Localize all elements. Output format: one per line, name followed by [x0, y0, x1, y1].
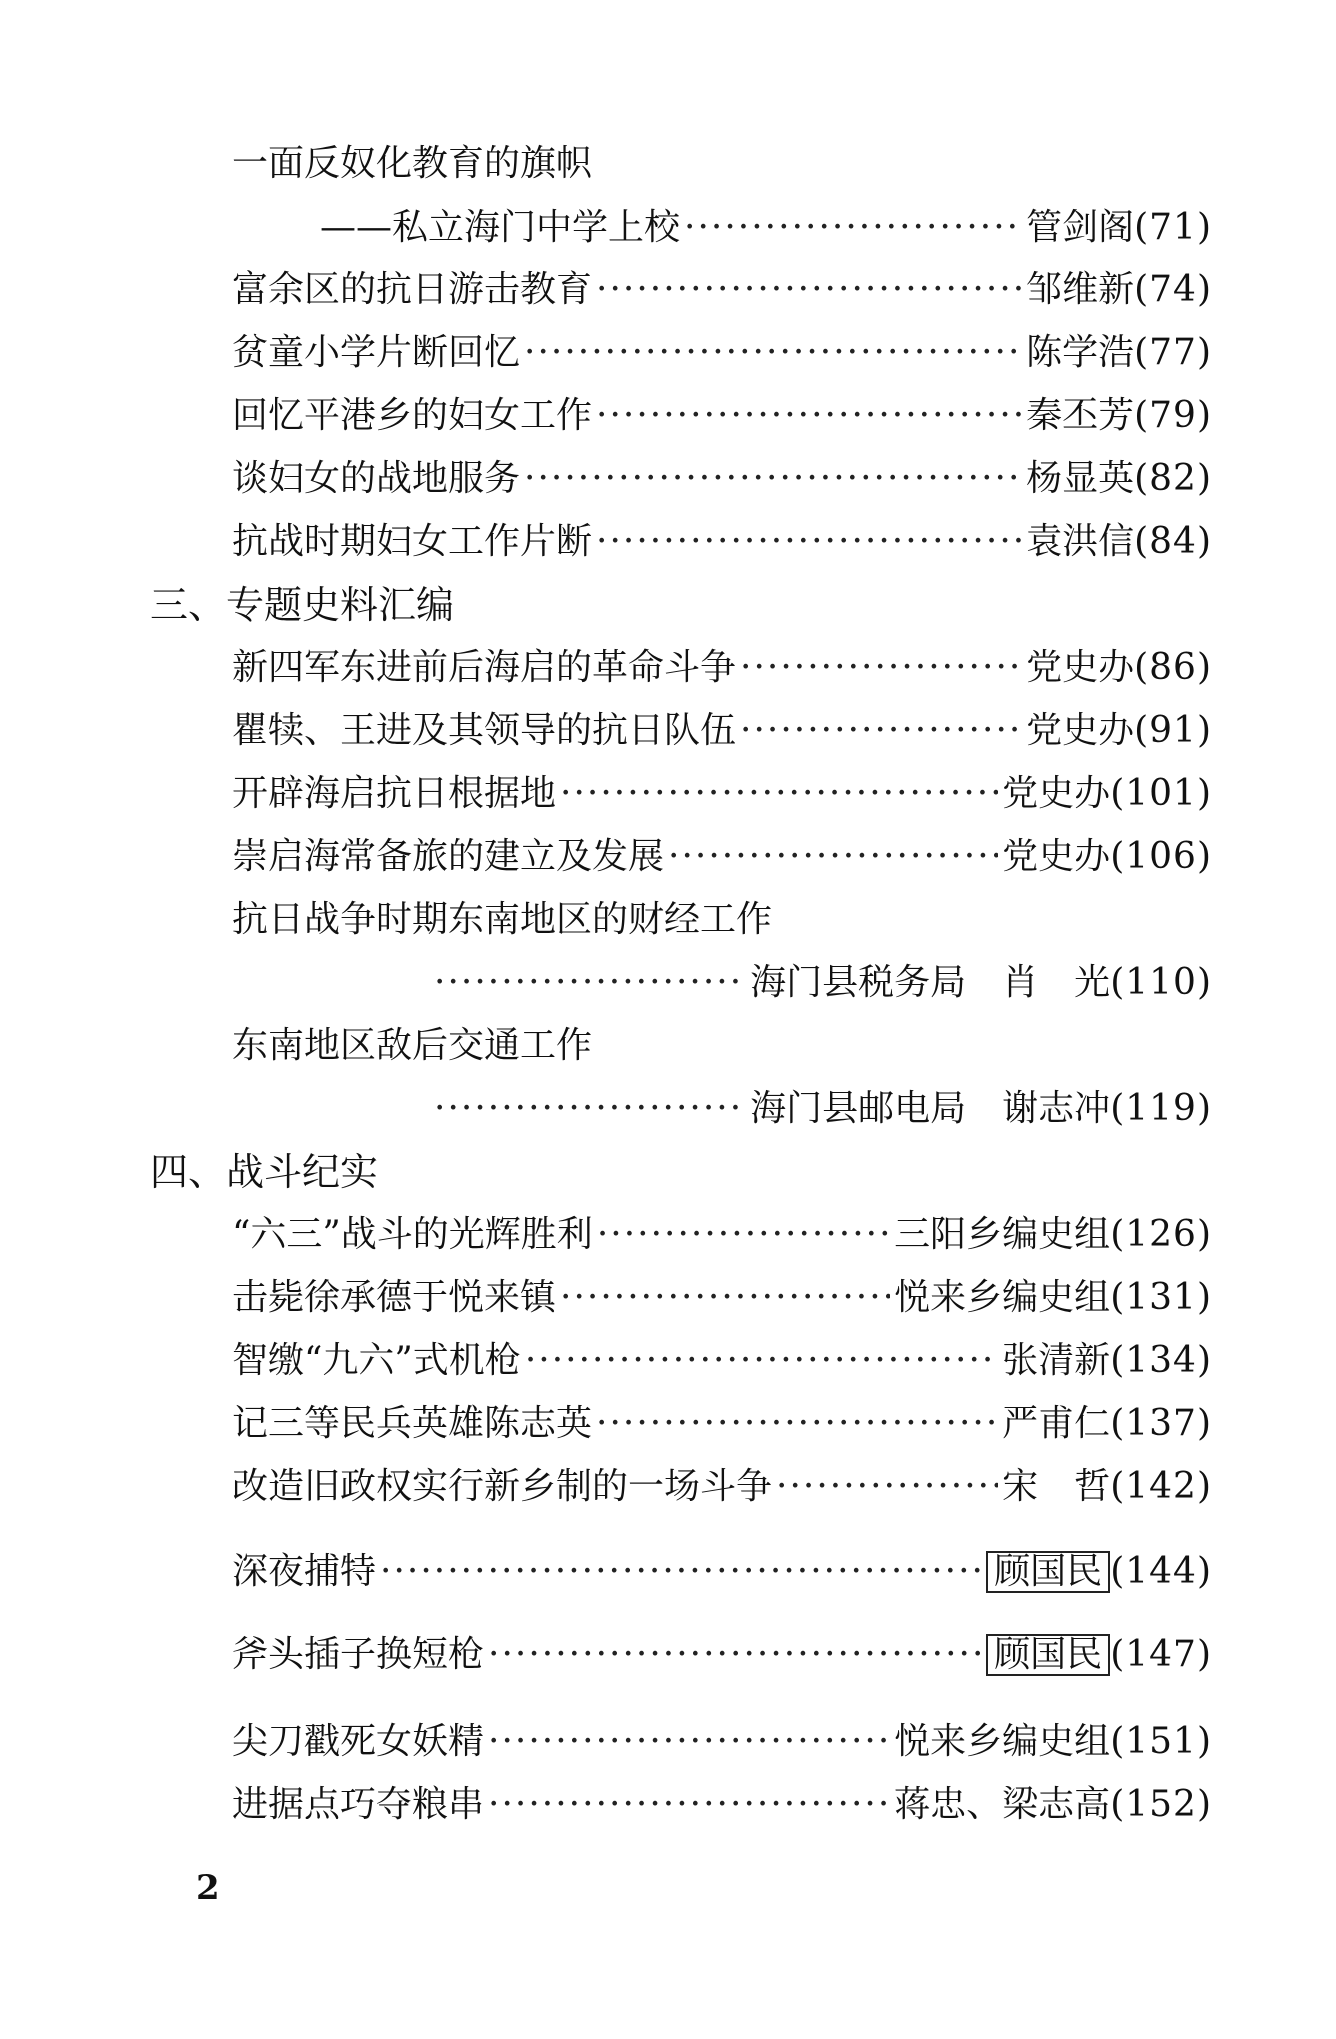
- toc-entry: [232, 331, 1212, 375]
- entry-author: 邹维新: [1026, 269, 1135, 310]
- entry-title: 抗战时期妇女工作片断: [232, 521, 593, 562]
- entry-author: 党史办: [1002, 773, 1111, 814]
- leader-dots: [596, 520, 1022, 564]
- toc-entry: [232, 1550, 1212, 1594]
- leader-dots: [524, 457, 1022, 501]
- entry-author: 党史办: [1026, 647, 1135, 688]
- toc-entry: [232, 1276, 1212, 1320]
- toc-entry: [232, 457, 1212, 501]
- leader-dots: [740, 646, 1022, 690]
- entry-author: 悦来乡编史组: [894, 1721, 1111, 1762]
- leader-dots: [740, 709, 1022, 753]
- section-heading: [150, 583, 454, 627]
- entry-author: 海门县税务局 肖 光: [750, 962, 1111, 1003]
- entry-page: (110): [1110, 962, 1212, 1003]
- leader-dots: [668, 835, 998, 879]
- entry-author: 严甫仁: [1002, 1403, 1111, 1444]
- entry-author: 党史办: [1002, 836, 1111, 877]
- leader-dots: [488, 1633, 982, 1677]
- toc-entry: [232, 709, 1212, 753]
- leader-dots: [488, 1783, 890, 1827]
- toc-entry: [232, 1783, 1212, 1827]
- entry-page: (144): [1110, 1551, 1212, 1592]
- leader-dots: [596, 1402, 998, 1446]
- entry-title: 改造旧政权实行新乡制的一场斗争: [232, 1466, 773, 1507]
- entry-title: 智缴“九六”式机枪: [232, 1340, 521, 1381]
- entry-page: (134): [1110, 1340, 1212, 1381]
- entry-author: 陈学浩: [1026, 332, 1135, 373]
- leader-dots: [434, 1087, 746, 1131]
- entry-author-boxed: 顾国民: [986, 1634, 1110, 1676]
- entry-author-boxed: 顾国民: [986, 1551, 1110, 1593]
- entry-page: (82): [1134, 458, 1212, 499]
- page-number: 2: [196, 1868, 220, 1908]
- toc-entry: [232, 394, 1212, 438]
- leader-dots: [560, 1276, 890, 1320]
- toc-entry: [232, 520, 1212, 564]
- toc-entry: [232, 1339, 1212, 1383]
- leader-dots: [684, 206, 1022, 250]
- entry-title: 瞿犊、王进及其领导的抗日队伍: [232, 710, 737, 751]
- entry-title: 东南地区敌后交通工作: [232, 1025, 593, 1066]
- toc-entry: [232, 1720, 1212, 1764]
- toc-entry: [232, 772, 1212, 816]
- entry-author: 三阳乡编史组: [894, 1214, 1111, 1255]
- entry-author: 袁洪信: [1026, 521, 1135, 562]
- toc-entry: [232, 1633, 1212, 1677]
- entry-title: 一面反奴化教育的旗帜: [232, 143, 593, 184]
- entry-title: 进据点巧夺粮串: [232, 1784, 485, 1825]
- entry-author: 宋 哲: [1002, 1466, 1111, 1507]
- entry-title: 深夜捕特: [232, 1551, 377, 1592]
- entry-title: 新四军东进前后海启的革命斗争: [232, 647, 737, 688]
- entry-author: 秦丕芳: [1026, 395, 1135, 436]
- entry-author: 悦来乡编史组: [894, 1277, 1111, 1318]
- leader-dots: [488, 1720, 890, 1764]
- toc-entry: [232, 646, 1212, 690]
- entry-page: (147): [1110, 1634, 1212, 1675]
- entry-page: (77): [1134, 332, 1212, 373]
- entry-title: 抗日战争时期东南地区的财经工作: [232, 899, 773, 940]
- toc-entry: [232, 835, 1212, 879]
- entry-author: 海门县邮电局 谢志冲: [750, 1088, 1111, 1129]
- entry-page: (74): [1134, 269, 1212, 310]
- toc-entry: [430, 961, 1212, 1005]
- entry-author: 张清新: [1002, 1340, 1111, 1381]
- entry-author: 蒋忠、梁志高: [894, 1784, 1111, 1825]
- entry-title: 记三等民兵英雄陈志英: [232, 1403, 593, 1444]
- leader-dots: [596, 394, 1022, 438]
- entry-page: (119): [1110, 1088, 1212, 1129]
- toc-entry: [320, 206, 1212, 250]
- toc-entry-title: [232, 898, 772, 942]
- entry-title: 斧头插子换短枪: [232, 1634, 485, 1675]
- entry-page: (91): [1134, 710, 1212, 751]
- entry-page: (152): [1110, 1784, 1212, 1825]
- entry-title: 回忆平港乡的妇女工作: [232, 395, 593, 436]
- leader-dots: [597, 1213, 890, 1257]
- leader-dots: [380, 1550, 982, 1594]
- toc-entry-title: [232, 1024, 592, 1068]
- entry-page: (71): [1134, 207, 1212, 248]
- leader-dots: [776, 1465, 998, 1509]
- entry-page: (131): [1110, 1277, 1212, 1318]
- entry-page: (126): [1110, 1214, 1212, 1255]
- toc-entry: [232, 1402, 1212, 1446]
- section-title: 三、专题史料汇编: [150, 583, 455, 627]
- entry-title: ——私立海门中学上校: [320, 207, 681, 248]
- entry-title: 贫童小学片断回忆: [232, 332, 521, 373]
- entry-page: (84): [1134, 521, 1212, 562]
- entry-page: (142): [1110, 1466, 1212, 1507]
- toc-entry: [232, 1213, 1212, 1257]
- leader-dots: [596, 268, 1022, 312]
- toc-entry: [232, 1465, 1212, 1509]
- section-title: 四、战斗纪实: [150, 1150, 379, 1194]
- section-heading: [150, 1150, 378, 1194]
- entry-author: 管剑阁: [1026, 207, 1135, 248]
- leader-dots: [525, 1339, 998, 1383]
- entry-page: (137): [1110, 1403, 1212, 1444]
- toc-entry-title: [232, 142, 592, 186]
- entry-title: 崇启海常备旅的建立及发展: [232, 836, 665, 877]
- entry-page: (79): [1134, 395, 1212, 436]
- entry-page: (106): [1110, 836, 1212, 877]
- entry-title: 尖刀戳死女妖精: [232, 1721, 485, 1762]
- entry-author: 党史办: [1026, 710, 1135, 751]
- entry-title: 富余区的抗日游击教育: [232, 269, 593, 310]
- entry-title: 击毙徐承德于悦来镇: [232, 1277, 557, 1318]
- leader-dots: [524, 331, 1022, 375]
- entry-page: (86): [1134, 647, 1212, 688]
- toc-entry: [232, 268, 1212, 312]
- entry-title: “六三”战斗的光辉胜利: [232, 1214, 593, 1255]
- entry-title: 开辟海启抗日根据地: [232, 773, 557, 814]
- entry-page: (101): [1110, 773, 1212, 814]
- leader-dots: [560, 772, 998, 816]
- leader-dots: [434, 961, 746, 1005]
- entry-title: 谈妇女的战地服务: [232, 458, 521, 499]
- toc-entry: [430, 1087, 1212, 1131]
- entry-page: (151): [1110, 1721, 1212, 1762]
- entry-author: 杨显英: [1026, 458, 1135, 499]
